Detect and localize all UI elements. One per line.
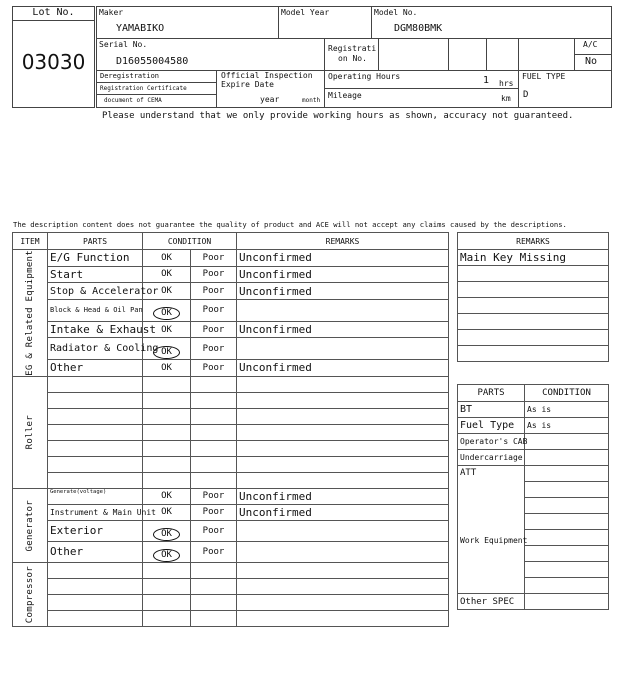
remark-cell: Unconfirmed — [237, 250, 449, 267]
poor-option[interactable]: Poor — [191, 338, 237, 360]
ok-option — [143, 440, 191, 456]
part-name — [48, 562, 143, 578]
header-vrule-1 — [278, 6, 279, 38]
generator-section-label-cell — [13, 488, 48, 562]
selected-oval: OK — [153, 549, 180, 562]
operating-hours-value: 1 — [483, 75, 490, 86]
remark-cell — [237, 376, 449, 392]
remark-cell — [237, 594, 449, 610]
fuel-type-row-label: Fuel Type — [458, 418, 525, 434]
table-row — [13, 541, 449, 562]
table-row — [13, 456, 449, 472]
roller-section-label-cell — [13, 376, 48, 488]
ok-option[interactable]: OK — [143, 250, 191, 267]
att-value — [525, 530, 609, 546]
table-row — [13, 562, 449, 578]
condition-header: CONDITION — [143, 233, 237, 250]
table-row — [13, 578, 449, 594]
part-name — [48, 392, 143, 408]
table-row — [13, 392, 449, 408]
remark-cell: Unconfirmed — [237, 360, 449, 377]
list-item — [458, 282, 609, 298]
part-name — [48, 578, 143, 594]
right-remark-cell — [458, 298, 609, 314]
table-row — [13, 360, 449, 377]
table-row — [13, 488, 449, 504]
att-value — [525, 562, 609, 578]
table-row — [13, 408, 449, 424]
year-label: year — [260, 95, 280, 104]
ok-option — [143, 562, 191, 578]
right-parts-header: PARTS — [458, 385, 525, 402]
table-row — [458, 450, 609, 466]
poor-option — [191, 456, 237, 472]
remark-cell — [237, 424, 449, 440]
header-rule-2 — [96, 70, 612, 71]
poor-option[interactable]: Poor — [191, 488, 237, 504]
poor-option — [191, 408, 237, 424]
right-parts-table — [457, 384, 609, 610]
part-name — [48, 408, 143, 424]
remark-cell: Unconfirmed — [237, 283, 449, 300]
poor-option — [191, 440, 237, 456]
bt-value: As is — [525, 402, 609, 418]
table-row — [13, 440, 449, 456]
att-label: ATT — [460, 468, 477, 478]
poor-option[interactable]: Poor — [191, 266, 237, 283]
serial-label: Serial No. — [99, 40, 148, 49]
table-row — [13, 376, 449, 392]
part-name — [48, 594, 143, 610]
poor-option — [191, 578, 237, 594]
remark-cell: Unconfirmed — [237, 266, 449, 283]
deregistration-label: Deregistration — [100, 72, 160, 80]
right-condition-header: CONDITION — [525, 385, 609, 402]
operating-hours-label: Operating Hours — [328, 72, 401, 81]
table-row — [458, 402, 609, 418]
item-header: ITEM — [13, 233, 48, 250]
registration-label-2: on No. — [338, 54, 367, 63]
part-name: Generate(voltage) — [48, 488, 143, 504]
remark-cell: Unconfirmed — [237, 504, 449, 520]
header-vrule-4 — [378, 38, 379, 70]
poor-option[interactable]: Poor — [191, 360, 237, 377]
poor-option[interactable]: Poor — [191, 504, 237, 520]
table-row — [13, 299, 449, 321]
right-remark-cell — [458, 266, 609, 282]
model-no-label: Model No. — [374, 8, 418, 17]
registration-label-1: Registrati — [328, 44, 377, 53]
table-row — [13, 321, 449, 338]
other-spec-label: Other SPEC — [458, 594, 525, 610]
month-label: month — [302, 97, 321, 104]
ok-option — [143, 376, 191, 392]
remark-cell — [237, 472, 449, 488]
fuel-type-value: D — [523, 90, 529, 100]
att-value — [525, 498, 609, 514]
part-name: Other — [48, 541, 143, 562]
ac-value: No — [585, 56, 598, 67]
part-name: Radiator & Cooling — [48, 338, 143, 360]
part-name: Exterior — [48, 520, 143, 541]
table-row — [458, 466, 609, 482]
ok-option — [143, 578, 191, 594]
ok-option — [143, 408, 191, 424]
remark-cell — [237, 520, 449, 541]
header-rule-6 — [574, 54, 612, 55]
list-item — [458, 346, 609, 362]
ok-option[interactable]: OK — [143, 360, 191, 377]
operator-cab-label: Operator's CAB — [458, 434, 525, 450]
ok-option — [143, 392, 191, 408]
compressor-section-label: Compressor — [25, 565, 35, 623]
table-row — [13, 266, 449, 283]
remark-cell — [237, 408, 449, 424]
part-name: Intake & Exhaust — [48, 321, 143, 338]
part-name — [48, 376, 143, 392]
lot-number: 03030 — [21, 50, 86, 74]
model-no-value: DGM80BMK — [394, 23, 443, 34]
registration-certificate-label: Registration Certificate — [100, 85, 187, 92]
undercarriage-label: Undercarriage — [458, 450, 525, 466]
ok-option — [143, 610, 191, 626]
ok-option[interactable]: OK — [143, 488, 191, 504]
ok-option[interactable]: OK — [143, 283, 191, 300]
list-item — [458, 298, 609, 314]
part-name — [48, 424, 143, 440]
header-vrule-5 — [448, 38, 449, 70]
header-vrule-7 — [518, 38, 519, 108]
poor-option[interactable]: Poor — [191, 520, 237, 541]
poor-option — [191, 392, 237, 408]
header-vrule-8 — [574, 38, 575, 70]
operator-cab-value — [525, 434, 609, 450]
inspection-label-2: Expire Date — [221, 80, 274, 89]
part-name — [48, 456, 143, 472]
remark-cell — [237, 541, 449, 562]
table-row — [458, 434, 609, 450]
inspection-label-1: Official Inspection — [221, 71, 313, 80]
ok-option[interactable]: OK — [143, 504, 191, 520]
list-item — [458, 314, 609, 330]
table-row — [13, 283, 449, 300]
table-row — [13, 472, 449, 488]
fuel-type-label: FUEL TYPE — [522, 72, 566, 81]
remark-cell — [237, 456, 449, 472]
bt-label: BT — [458, 402, 525, 418]
right-remark-cell — [458, 330, 609, 346]
hrs-label: hrs — [499, 79, 514, 88]
remark-cell — [237, 610, 449, 626]
header-vrule-6 — [486, 38, 487, 70]
part-name: Stop & Accelerator — [48, 283, 143, 300]
other-spec-value — [525, 594, 609, 610]
serial-value: D16055004580 — [116, 56, 189, 67]
part-name — [48, 610, 143, 626]
right-remarks-header: REMARKS — [458, 233, 609, 250]
att-value — [525, 482, 609, 498]
header-vrule-3 — [324, 38, 325, 108]
cema-label: document of CEMA — [104, 97, 162, 104]
disclaimer-text: The description content does not guarantee the quality of product and ACE will not accept any claims caused by the descriptions. — [13, 220, 567, 229]
lot-label: Lot No. — [32, 7, 75, 18]
ok-option — [143, 472, 191, 488]
part-name: Other — [48, 360, 143, 377]
remarks-header: REMARKS — [237, 233, 449, 250]
table-row — [458, 418, 609, 434]
table-row — [13, 504, 449, 520]
poor-option — [191, 594, 237, 610]
condition-table — [12, 232, 449, 627]
ok-option[interactable]: OK — [143, 266, 191, 283]
part-name — [48, 472, 143, 488]
ok-option-circled[interactable] — [143, 299, 191, 321]
work-equipment-label: Work Equipment — [460, 536, 528, 545]
table-row — [13, 594, 449, 610]
poor-option — [191, 562, 237, 578]
right-remark-cell — [458, 346, 609, 362]
poor-option[interactable]: Poor — [191, 321, 237, 338]
remark-cell — [237, 562, 449, 578]
table-row — [458, 594, 609, 610]
table-row — [13, 520, 449, 541]
right-remark-cell: Main Key Missing — [458, 250, 609, 266]
remark-cell — [237, 392, 449, 408]
undercarriage-value — [525, 450, 609, 466]
ok-option — [143, 456, 191, 472]
notice-text: Please understand that we only provide working hours as shown, accuracy not guaranteed. — [102, 111, 574, 121]
fuel-type-row-value: As is — [525, 418, 609, 434]
ok-option — [143, 594, 191, 610]
poor-option — [191, 376, 237, 392]
compressor-section-label-cell — [13, 562, 48, 626]
selected-oval: OK — [153, 528, 180, 541]
table-row — [13, 424, 449, 440]
remark-cell: Unconfirmed — [237, 321, 449, 338]
table-row — [13, 250, 449, 267]
poor-option — [191, 610, 237, 626]
poor-option[interactable]: Poor — [191, 299, 237, 321]
att-cell — [458, 466, 528, 594]
list-item — [458, 266, 609, 282]
header-rule-1 — [96, 38, 612, 39]
att-value — [525, 546, 609, 562]
eg-section-label: EG & Related Equipment — [25, 250, 35, 376]
poor-option — [191, 472, 237, 488]
att-value — [525, 514, 609, 530]
list-item — [458, 250, 609, 266]
part-name: E/G Function — [48, 250, 143, 267]
remark-cell — [237, 299, 449, 321]
generator-section-label: Generator — [25, 499, 35, 552]
header-rule-4 — [96, 94, 216, 95]
poor-option[interactable]: Poor — [191, 541, 237, 562]
maker-label: Maker — [99, 8, 124, 17]
table-row — [13, 338, 449, 360]
part-name — [48, 440, 143, 456]
remark-cell — [237, 338, 449, 360]
right-remark-cell — [458, 282, 609, 298]
ok-option[interactable]: OK — [143, 321, 191, 338]
lot-divider — [12, 20, 95, 21]
condition-table-header — [13, 233, 449, 250]
ok-option — [143, 424, 191, 440]
poor-option — [191, 424, 237, 440]
part-name: Start — [48, 266, 143, 283]
header-vrule-2 — [371, 6, 372, 38]
parts-header: PARTS — [48, 233, 143, 250]
ok-option-circled[interactable] — [143, 541, 191, 562]
table-row — [13, 610, 449, 626]
right-remark-cell — [458, 314, 609, 330]
poor-option[interactable]: Poor — [191, 250, 237, 267]
km-label: km — [501, 94, 511, 103]
roller-section-label: Roller — [25, 415, 35, 450]
remark-cell — [237, 440, 449, 456]
remark-cell: Unconfirmed — [237, 488, 449, 504]
remark-cell — [237, 578, 449, 594]
model-year-label: Model Year — [281, 8, 330, 17]
maker-value: YAMABIKO — [116, 23, 165, 34]
header-rule-3 — [96, 82, 216, 83]
header-vrule-9 — [216, 70, 217, 108]
poor-option[interactable]: Poor — [191, 283, 237, 300]
mileage-label: Mileage — [328, 91, 362, 100]
list-item — [458, 330, 609, 346]
part-name: Instrument & Main Unit — [48, 504, 143, 520]
att-value — [525, 578, 609, 594]
selected-oval: OK — [153, 307, 180, 320]
header-rule-5 — [324, 88, 518, 89]
eg-section-label-cell — [13, 250, 48, 377]
right-remarks-table — [457, 232, 609, 362]
selected-oval: OK — [153, 346, 180, 359]
part-name: Block & Head & Oil Pan — [48, 299, 143, 321]
ok-option-circled[interactable] — [143, 520, 191, 541]
att-value — [525, 466, 609, 482]
ac-label: A/C — [583, 40, 598, 49]
